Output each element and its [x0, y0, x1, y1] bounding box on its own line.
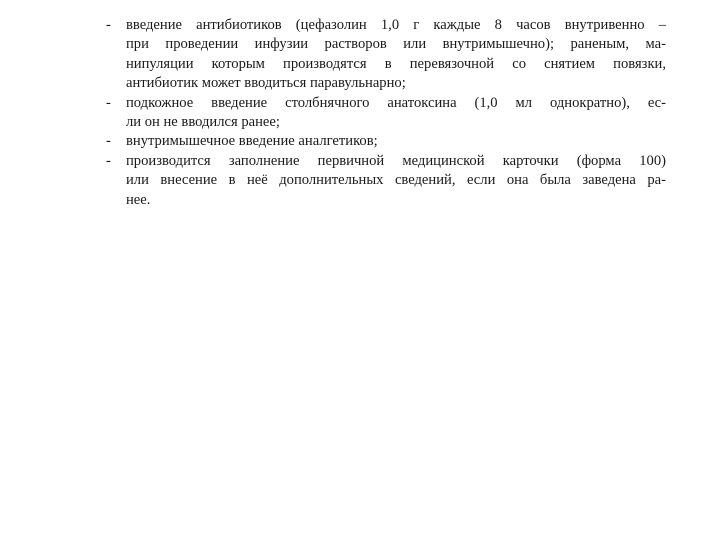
list-dash: - — [106, 133, 111, 150]
text-line: введение антибиотиков (цефазолин 1,0 г каждые 8 часов внутривенно – — [126, 17, 666, 33]
document-text-block — [106, 16, 666, 210]
text-line: внутримышечное введение аналгетиков; — [126, 133, 378, 150]
text-line: антибиотик может вводиться паравульнарно; — [126, 75, 406, 92]
list-item — [106, 94, 666, 133]
text-line: нее. — [126, 191, 151, 208]
text-line: производится заполнение первичной медицинской карточки (форма 100) — [126, 152, 666, 169]
list-item — [106, 16, 666, 94]
list-dash: - — [106, 17, 111, 33]
list-item — [106, 132, 666, 151]
text-line: или внесение в неё дополнительных сведений, если она была заведена ра- — [126, 172, 666, 189]
text-line: при проведении инфузии растворов или внутримышечно); раненым, ма- — [126, 36, 666, 53]
list-dash: - — [106, 94, 111, 111]
text-line: ли он не вводился ранее; — [126, 114, 280, 131]
list-item — [106, 152, 666, 210]
text-line: подкожное введение столбнячного анатоксина (1,0 мл однократно), ес- — [126, 94, 666, 111]
list-dash: - — [106, 152, 111, 169]
text-line: нипуляции которым производятся в перевязочной со снятием повязки, — [126, 55, 666, 72]
